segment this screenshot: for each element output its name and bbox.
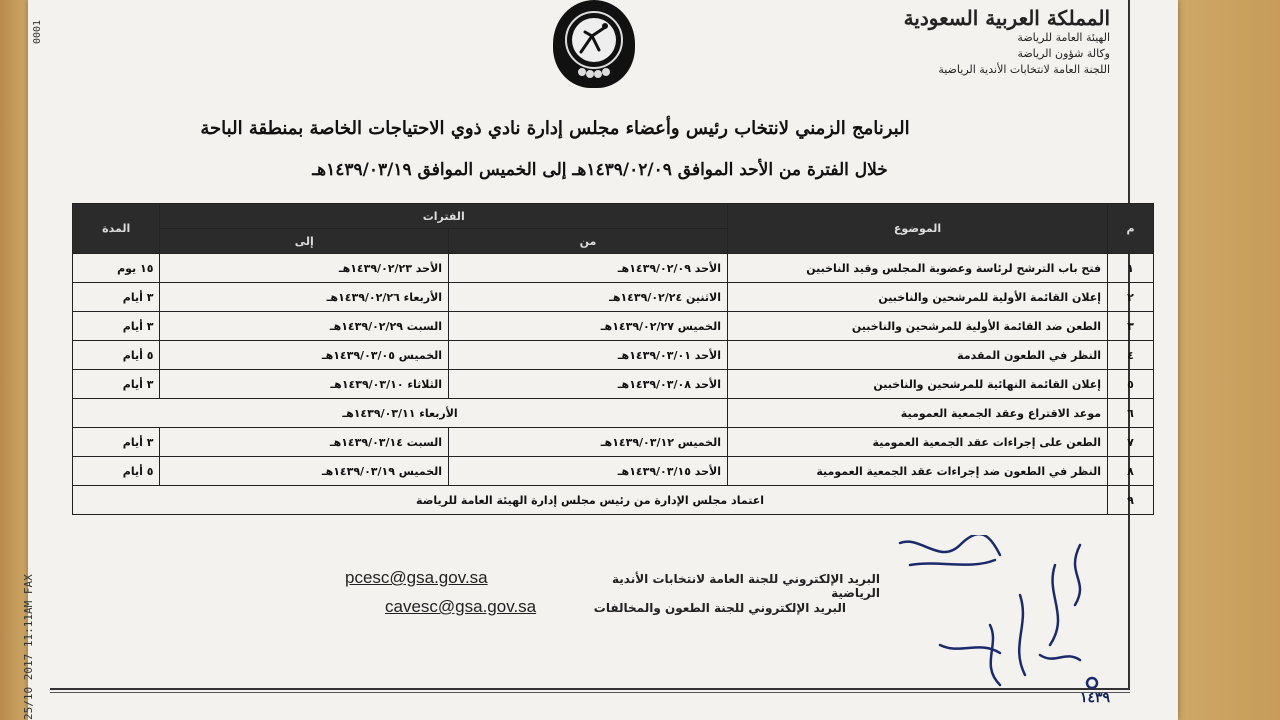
contact-email-elections[interactable]: pcesc@gsa.gov.sa	[345, 568, 488, 587]
letterhead-line-1: الهيئة العامة للرياضة	[1017, 31, 1110, 44]
fax-timestamp: 25/10 2017 11:11AM FAX	[22, 574, 35, 720]
header-duration: المدة	[73, 204, 160, 254]
row-from: الخميس ١٤٣٩/٠٢/٢٧هـ	[449, 312, 728, 341]
logo-emblem-icon	[559, 6, 629, 82]
row-topic: موعد الاقتراع وعقد الجمعية العمومية	[728, 399, 1108, 428]
row-topic: إعلان القائمة الأولية للمرشحين والناخبين	[728, 283, 1108, 312]
row-topic: الطعن على إجراءات عقد الجمعية العمومية	[728, 428, 1108, 457]
row-from: الأحد ١٤٣٩/٠٣/٠١هـ	[449, 341, 728, 370]
row-num: ٦	[1108, 399, 1154, 428]
row-from: الأحد ١٤٣٩/٠٣/٠٨هـ	[449, 370, 728, 399]
row-duration: ١٥ يوم	[73, 254, 160, 283]
letterhead	[820, 6, 1110, 78]
row-topic: الطعن ضد القائمة الأولية للمرشحين والناخبين	[728, 312, 1108, 341]
table-row	[73, 457, 1154, 486]
header-to: إلى	[160, 229, 449, 254]
table-row	[73, 399, 1154, 428]
row-num: ٨	[1108, 457, 1154, 486]
letterhead-line-3: اللجنة العامة لانتخابات الأندية الرياضية	[938, 63, 1110, 76]
letterhead-line-2: وكالة شؤون الرياضة	[1017, 47, 1110, 60]
row-to: الثلاثاء ١٤٣٩/٠٣/١٠هـ	[160, 370, 449, 399]
row-duration: ٣ أيام	[73, 312, 160, 341]
contact-label-elections: البريد الإلكتروني للجنة العامة لانتخابات الأندية الرياضية	[612, 572, 880, 600]
fax-page-number: 0001	[32, 19, 43, 44]
row-num: ٢	[1108, 283, 1154, 312]
row-num: ٣	[1108, 312, 1154, 341]
row-to: الخميس ١٤٣٩/٠٣/٠٥هـ	[160, 341, 449, 370]
table-row	[73, 254, 1154, 283]
row-num: ٤	[1108, 341, 1154, 370]
kingdom-name: المملكة العربية السعودية	[903, 6, 1110, 30]
header-from: من	[449, 229, 728, 254]
row-topic: النظر في الطعون المقدمة	[728, 341, 1108, 370]
handwritten-note: ١٤٣٩	[1080, 690, 1111, 706]
table-row	[73, 312, 1154, 341]
row-to: الأربعاء ١٤٣٩/٠٢/٢٦هـ	[160, 283, 449, 312]
row-single-date: الأربعاء ١٤٣٩/٠٣/١١هـ	[73, 399, 728, 428]
row-duration: ٣ أيام	[73, 370, 160, 399]
table-row	[73, 370, 1154, 399]
row-topic: فتح باب الترشح لرئاسة وعضوية المجلس وقيد الناخبين	[728, 254, 1108, 283]
handwritten-signature	[880, 535, 1130, 695]
table-row	[73, 428, 1154, 457]
table-header-row	[73, 204, 1154, 229]
authority-logo	[553, 0, 635, 88]
contact-email-appeals[interactable]: cavesc@gsa.gov.sa	[385, 597, 537, 616]
row-num: ١	[1108, 254, 1154, 283]
row-from: الاثنين ١٤٣٩/٠٢/٢٤هـ	[449, 283, 728, 312]
row-from: الأحد ١٤٣٩/٠٢/٠٩هـ	[449, 254, 728, 283]
row-from: الأحد ١٤٣٩/٠٣/١٥هـ	[449, 457, 728, 486]
document-subtitle: خلال الفترة من الأحد الموافق ١٤٣٩/٠٢/٠٩هـ إلى الخميس الموافق ١٤٣٩/٠٣/١٩هـ	[312, 160, 888, 180]
row-to: السبت ١٤٣٩/٠٣/١٤هـ	[160, 428, 449, 457]
document-title: البرنامج الزمني لانتخاب رئيس وأعضاء مجلس إدارة نادي ذوي الاحتياجات الخاصة بمنطقة الباحة	[200, 118, 910, 139]
row-topic: إعلان القائمة النهائية للمرشحين والناخبين	[728, 370, 1108, 399]
row-duration: ٣ أيام	[73, 428, 160, 457]
table-row	[73, 341, 1154, 370]
row-num: ٥	[1108, 370, 1154, 399]
table-row	[73, 283, 1154, 312]
row-to: الخميس ١٤٣٩/٠٣/١٩هـ	[160, 457, 449, 486]
row-duration: ٥ أيام	[73, 341, 160, 370]
table-row	[73, 486, 1154, 515]
row-num: ٩	[1108, 486, 1154, 515]
header-topic: الموضوع	[728, 204, 1108, 254]
row-from: الخميس ١٤٣٩/٠٣/١٢هـ	[449, 428, 728, 457]
row-topic: النظر في الطعون ضد إجراءات عقد الجمعية العمومية	[728, 457, 1108, 486]
header-num: م	[1108, 204, 1154, 254]
row-to: السبت ١٤٣٩/٠٢/٢٩هـ	[160, 312, 449, 341]
row-duration: ٥ أيام	[73, 457, 160, 486]
row-num: ٧	[1108, 428, 1154, 457]
schedule-table	[72, 203, 1154, 515]
contact-label-appeals: البريد الإلكتروني للجنة الطعون والمخالفات	[593, 601, 846, 615]
header-period: الفترات	[160, 204, 728, 229]
row-approval: اعتماد مجلس الإدارة من رئيس مجلس إدارة الهيئة العامة للرياضة	[73, 486, 1108, 515]
row-to: الأحد ١٤٣٩/٠٢/٢٣هـ	[160, 254, 449, 283]
row-duration: ٣ أيام	[73, 283, 160, 312]
